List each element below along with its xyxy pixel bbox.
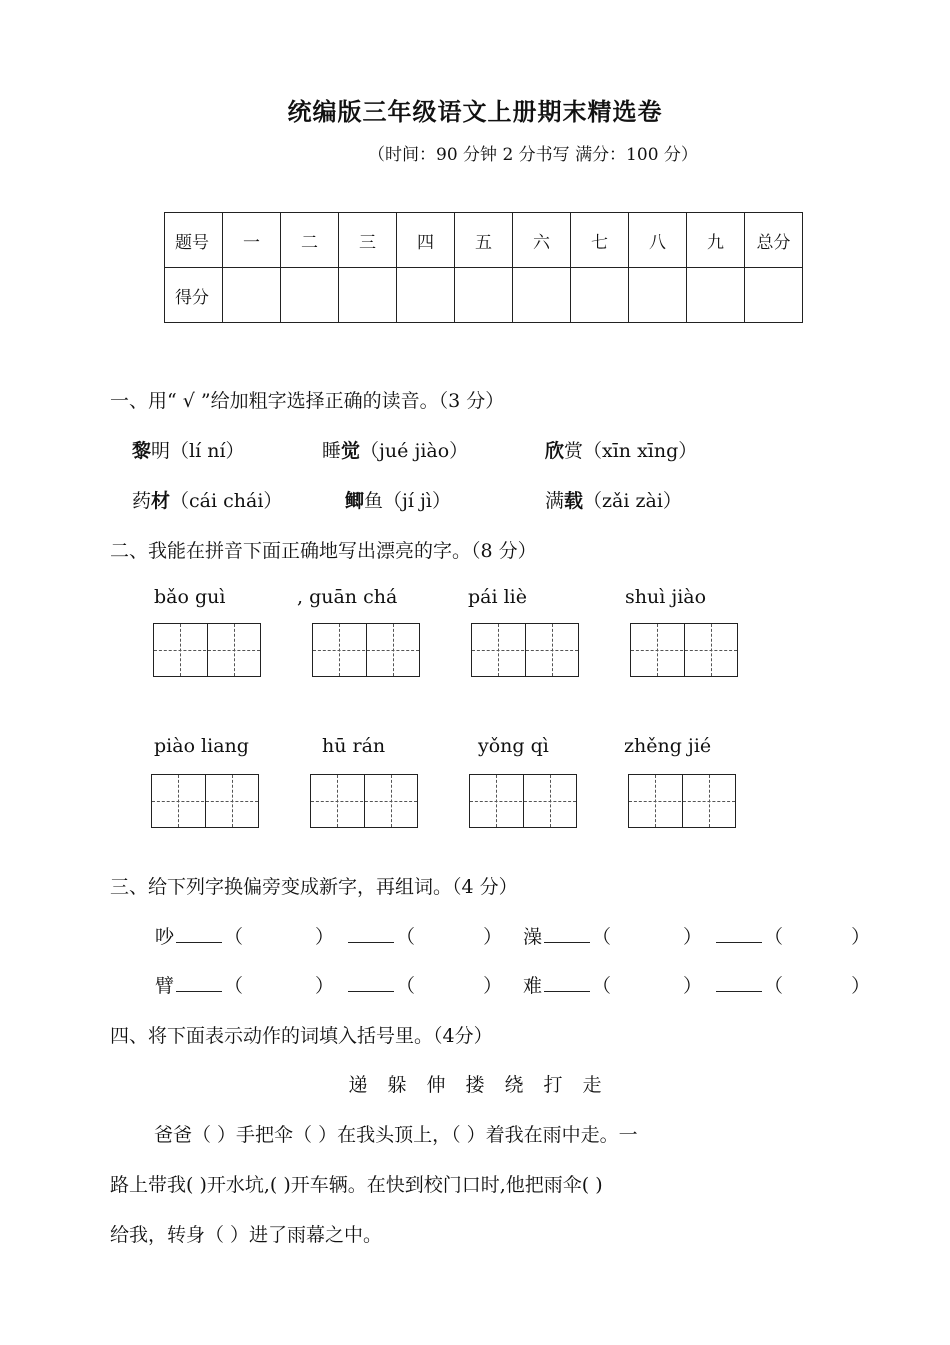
- writing-grid[interactable]: [469, 774, 577, 828]
- score-input-cell[interactable]: [397, 268, 455, 323]
- table-cell: 题号: [165, 213, 223, 268]
- verb-word: 躲: [387, 1074, 407, 1096]
- writing-grid[interactable]: [153, 623, 261, 677]
- score-input-cell[interactable]: [339, 268, 397, 323]
- verb-word: 走: [582, 1074, 602, 1096]
- pronunciation-item[interactable]: 药材（cái chái）: [132, 490, 283, 512]
- writing-grid[interactable]: [628, 774, 736, 828]
- pinyin-label: hū rán: [322, 735, 386, 757]
- table-row: [165, 213, 803, 268]
- table-cell: 一: [223, 213, 281, 268]
- score-input-cell[interactable]: [687, 268, 745, 323]
- table-cell: 七: [571, 213, 629, 268]
- table-cell: 二: [281, 213, 339, 268]
- section-1-heading: 一、用“ √ ”给加粗字选择正确的读音。（3 分）: [110, 390, 505, 412]
- exam-info: （时间：90 分钟 2 分书写 满分：100 分）: [368, 145, 698, 165]
- score-input-cell[interactable]: [571, 268, 629, 323]
- radical-item[interactable]: 难 （ ） （ ）: [523, 975, 871, 997]
- pinyin-label: shuì jiào: [625, 586, 707, 608]
- pinyin-label: pái liè: [468, 586, 528, 608]
- table-cell: 八: [629, 213, 687, 268]
- pinyin-label: yǒng qì: [478, 735, 549, 757]
- table-cell: 四: [397, 213, 455, 268]
- verb-word: 搂: [465, 1074, 485, 1096]
- pronunciation-item[interactable]: 欣赏（xīn xīng）: [545, 440, 698, 462]
- table-row: [165, 268, 803, 323]
- writing-grid[interactable]: [151, 774, 259, 828]
- pinyin-label: piào liang: [154, 735, 249, 757]
- score-table: [164, 212, 803, 323]
- score-input-cell[interactable]: [281, 268, 339, 323]
- score-input-cell[interactable]: [629, 268, 687, 323]
- radical-item[interactable]: 澡 （ ） （ ）: [523, 926, 871, 948]
- writing-grid[interactable]: [310, 774, 418, 828]
- verb-word: 伸: [426, 1074, 446, 1096]
- passage-line[interactable]: 给我，转身（ ）进了雨幕之中。: [110, 1224, 383, 1246]
- section-4-heading: 四、将下面表示动作的词填入括号里。（4分）: [110, 1025, 493, 1047]
- radical-item[interactable]: 臂 （ ） （ ）: [155, 975, 503, 997]
- radical-item[interactable]: 吵 （ ） （ ）: [155, 926, 503, 948]
- pronunciation-item[interactable]: 满载（zǎi zài）: [545, 490, 682, 512]
- verb-word: 打: [543, 1074, 563, 1096]
- verb-word: 递: [348, 1074, 368, 1096]
- pronunciation-item[interactable]: 黎明（lí ní）: [132, 440, 245, 462]
- table-cell: 得分: [165, 268, 223, 323]
- score-input-cell[interactable]: [223, 268, 281, 323]
- writing-grid[interactable]: [471, 623, 579, 677]
- score-input-cell[interactable]: [513, 268, 571, 323]
- writing-grid[interactable]: [630, 623, 738, 677]
- section-2-heading: 二、我能在拼音下面正确地写出漂亮的字。（8 分）: [110, 540, 537, 562]
- passage-line[interactable]: 路上带我( )开水坑,( )开车辆。在快到校门口时,他把雨伞( ): [110, 1174, 603, 1196]
- score-input-cell[interactable]: [455, 268, 513, 323]
- pronunciation-item[interactable]: 鲫鱼（jí jì）: [345, 490, 451, 512]
- writing-grid[interactable]: [312, 623, 420, 677]
- verb-list: [0, 1070, 950, 1097]
- page-title: 统编版三年级语文上册期末精选卷: [287, 97, 663, 126]
- passage-line[interactable]: 爸爸（ ）手把伞（ ）在我头顶上，（ ）着我在雨中走。一: [154, 1124, 638, 1146]
- pinyin-label: zhěng jié: [624, 735, 712, 757]
- section-3-heading: 三、给下列字换偏旁变成新字，再组词。（4 分）: [110, 876, 518, 898]
- table-cell: 九: [687, 213, 745, 268]
- pinyin-label: bǎo guì: [154, 586, 226, 608]
- pronunciation-item[interactable]: 睡觉（jué jiào）: [322, 440, 469, 462]
- table-cell: 三: [339, 213, 397, 268]
- table-cell: 六: [513, 213, 571, 268]
- score-input-cell[interactable]: [745, 268, 803, 323]
- table-cell: 五: [455, 213, 513, 268]
- table-cell: 总分: [745, 213, 803, 268]
- verb-word: 绕: [504, 1074, 524, 1096]
- pinyin-label: , guān chá: [297, 586, 398, 608]
